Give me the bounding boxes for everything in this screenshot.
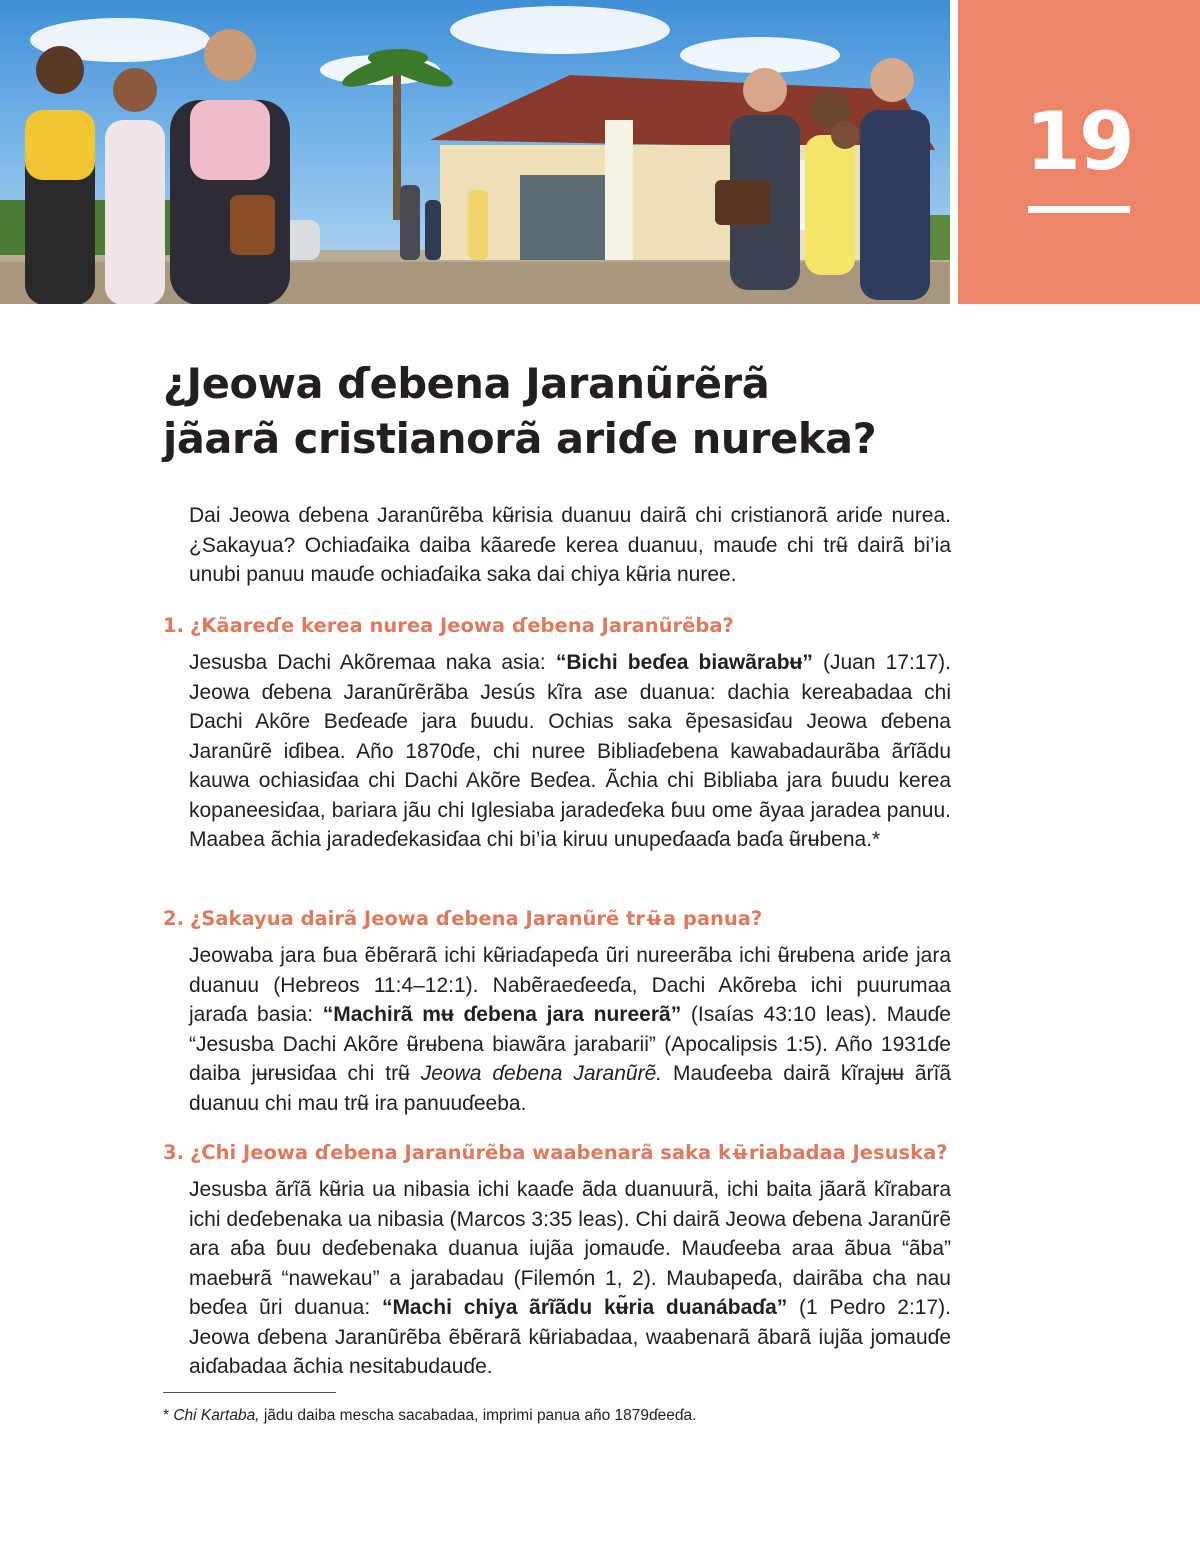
- answer-3: [189, 1175, 951, 1382]
- footnote-text: jãdu daiba mescha sacabadaa, imprimi panua año 1879ɗeeɗa.: [259, 1407, 697, 1424]
- answer-2-name-italic: Jeowa ɗebena Jaranũrẽ.: [420, 1062, 663, 1085]
- lesson-title-line-2: jãarã cristianorã ariɗe nureka?: [163, 414, 877, 463]
- lesson-number-box: [958, 0, 1200, 304]
- question-3: [163, 1140, 963, 1166]
- question-1: [163, 613, 963, 639]
- lesson-title: [163, 356, 963, 466]
- answer-3-text-b: (1 Pedro 2:17). Jeowa ɗebena Jaranũrẽba ẽbẽrarã kʉ̃riabadaa, waabenarã ãbarã iujãa jomauɗe aiɗabadaa ãchia nesitabudauɗe.: [189, 1296, 951, 1378]
- footnote-divider: [163, 1392, 336, 1393]
- question-1-text: ¿Kãareɗe kerea nurea Jeowa ɗebena Jaranũrẽba?: [189, 614, 734, 637]
- intro-paragraph: Dai Jeowa ɗebena Jaranũrẽba kʉ̃risia duanuu dairã chi cristianorã ariɗe nurea. ¿Sakayua? Ochiaɗaika daiba kãareɗe kerea duanuu, mauɗe chi trʉ̃ dairã bi’ia unubi panuu mauɗe ochiaɗaika saka dai chiya kʉ̃ria nuree.: [189, 504, 951, 586]
- answer-2-text-b: (Isaías 43:10 leas). Mauɗe “Jesusba Dachi Akõre ʉ̃rʉbena biawãra jarabarii” (Apocalipsis 1:5). Año 1931ɗe daiba jʉrʉsiɗaa chi trʉ̃: [189, 1003, 951, 1085]
- answer-3-text-a: Jesusba ãrĩã kʉ̃ria ua nibasia ichi kaaɗe ãda duanuurã, ichi baita jãarã kĩrabara ichi deɗebenaka ua nibasia (Marcos 3:35 leas). Chi dairã Jeowa ɗebena Jaranũrẽ ara aɓa ɓuu deɗebenaka duanua iujãa jomauɗe. Mauɗeeba araa ãbua “ãba” maebʉrã “nawekau” a jarabadau (Filemón 1, 2). Maubapeɗa, dairãba cha nau beɗea ũri duanua:: [189, 1178, 951, 1319]
- footnote-italic: Chi Kartaba,: [173, 1407, 260, 1424]
- question-2-text: ¿Sakayua dairã Jeowa ɗebena Jaranũrẽ trʉ̃a panua?: [189, 907, 763, 930]
- question-2-number: 2.: [163, 907, 184, 930]
- lesson-number: 19: [1025, 95, 1133, 188]
- answer-1: [189, 648, 951, 855]
- answer-2: [189, 941, 951, 1118]
- question-3-text: ¿Chi Jeowa ɗebena Jaranũrẽba waabenarã saka kʉ̃riabadaa Jesuska?: [189, 1141, 948, 1164]
- question-1-number: 1.: [163, 614, 184, 637]
- answer-1-text-a: Jesusba Dachi Akõremaa naka asia:: [189, 651, 556, 674]
- question-3-number: 3.: [163, 1141, 184, 1164]
- kingdom-hall-scene: [0, 0, 950, 304]
- header-photo: [0, 0, 950, 304]
- answer-2-text-c: Mauɗeeba dairã kĩrajʉʉ ãrĩã duanuu chi mau trʉ̃ ira panuuɗeeba.: [189, 1062, 952, 1115]
- answer-2-scripture-quote: “Machirã mʉ ɗebena jara nureerã”: [322, 1003, 682, 1026]
- answer-1-scripture-quote: “Bichi beɗea biawãrabʉ”: [555, 651, 813, 674]
- footnote: [163, 1406, 963, 1426]
- answer-2-text-a: Jeowaba jara ɓua ẽbẽrarã ichi kʉ̃riaɗapeɗa ũri nureerãba ichi ʉ̃rʉbena ariɗe jara duanuu (Hebreos 11:4–12:1). Nabẽraeɗeeɗa, Dachi Akõreba ichi puurumaa jaraɗa basia:: [189, 944, 951, 1026]
- answer-1-text-b: (Juan 17:17). Jeowa ɗebena Jaranũrẽrãba Jesús kĩra ase duanua: dachia kereabadaa chi Dachi Akõre Beɗeaɗe jara ɓuudu. Ochias saka ẽpesasiɗau Jeowa ɗebena Jaranũrẽ iɗibea. Año 1870ɗe, chi nuree Bibliaɗebena kawabadaurãba ãrĩãdu kauwa ochiasiɗaa chi Dachi Akõre Beɗea. Ãchia chi Bibliaba jara ɓuudu kerea kopaneesiɗaa, bariara jãu chi Iglesiaba jaradeɗeka ɓuu ome ãyaa jaradea panuu. Maabea ãchia jaradeɗekasiɗaa chi bi’ia kiruu unupeɗaaɗa baɗa ʉ̃rʉbena.*: [189, 651, 951, 851]
- question-2: [163, 906, 963, 932]
- footnote-mark: *: [163, 1407, 174, 1424]
- lesson-number-underline: [1028, 206, 1130, 213]
- answer-3-scripture-quote: “Machi chiya ãrĩãdu kʉ̃ria duanábaɗa”: [381, 1296, 788, 1319]
- lesson-title-line-1: ¿Jeowa ɗebena Jaranũrẽrã: [163, 359, 770, 408]
